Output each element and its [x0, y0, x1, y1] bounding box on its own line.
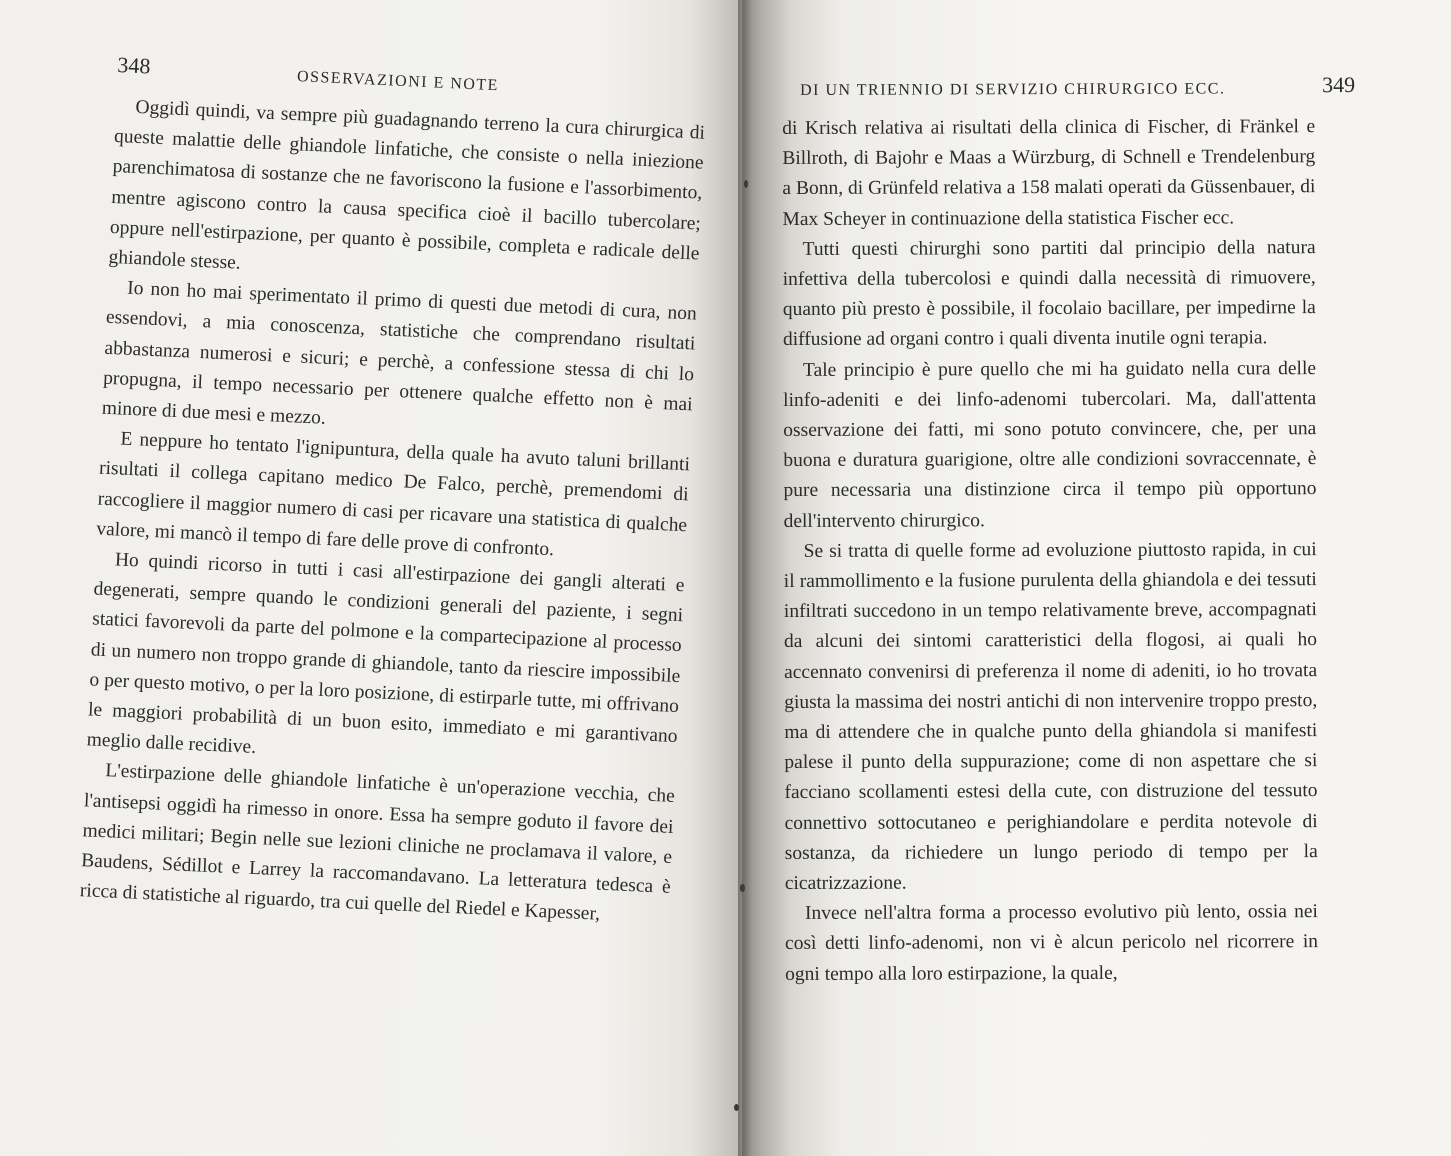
ink-speck	[744, 180, 748, 188]
paragraph: Tale principio è pure quello che mi ha guidato nella cura delle linfo-adeniti e dei linfo-adenomi tubercolari. Ma, dall'attenta osservazione dei fatti, mi sono potuto convincere, che, per una buona e duratura guarigione, oltre alle condizioni sovraccennate, è pure necessaria una distinzione circa il tempo più opportuno dell'intervento chirurgico.	[783, 357, 1317, 532]
paragraph: Ho quindi ricorso in tutti i casi all'estirpazione dei gangli alterati e degenerati, sempre quando le condizioni generali del paziente, i segni statici favorevoli da parte del polmone e la compartecipazione al processo di un numero non troppo grande di ghiandole, tanto da riescire impossibile o per questo motivo, o per la loro posizione, di estirparle tutte, mi offrivano le maggiori probabilità di un buon esito, immediato e mi garantivano meglio dalle recidive.	[86, 549, 685, 759]
ink-speck	[740, 884, 745, 892]
paragraph: Io non ho mai sperimentato il primo di questi due metodi di cura, non essendovi, a mia conoscenza, statistiche che comprendano risultati abbastanza numerosi e sicuri; e perchè, a confessione stessa di chi lo propugna, il tempo necessario per ottenere qualche effetto non è mai minore di due mesi e mezzo.	[101, 277, 698, 429]
paragraph: Invece nell'altra forma a processo evolutivo più lento, ossia nei così detti linfo-adenomi, non vi è alcun pericolo nel ricorrere in ogni tempo alla loro estirpazione, la quale,	[785, 901, 1319, 985]
running-head: OSSERVAZIONI E NOTE	[296, 68, 500, 95]
paragraph: Oggidì quindi, va sempre più guadagnando terreno la cura chirurgica di queste malattie delle ghiandole linfatiche, che consiste o nella iniezione parenchimatosa di sostanze che ne favoriscono la fusione e l'assorbimento, mentre agiscono contro la causa specifica cioè il bacillo tubercolare; oppure nell'estirpazione, per quanto è possibile, completa e radicale delle ghiandole stesse.	[108, 96, 706, 274]
paragraph: L'estirpazione delle ghiandole linfatiche è un'operazione vecchia, che l'antisepsi oggidì ha rimesso in onore. Essa ha sempre goduto il favore dei medici militari; Begin nelle sue lezioni cliniche ne proclamava il valore, e Baudens, Sédillot e Larrey la raccomandavano. La letteratura tedesca è ricca di statistiche al riguardo, tra cui quelle del Riedel e Kapesser,	[79, 760, 676, 926]
paragraph: E neppure ho tentato l'ignipuntura, della quale ha avuto taluni brillanti risultati il collega capitano medico De Falco, perchè, premendomi di raccogliere il maggior numero di casi per ricavare una statistica di qualche valore, mi mancò il tempo di fare delle prove di confronto.	[95, 428, 691, 561]
ink-speck	[734, 1104, 739, 1111]
paragraph: Tutti questi chirurghi sono partiti dal principio della natura infettiva della tubercolosi e quindi dalla necessità di rimuovere, quanto più presto è possibile, il focolaio bacillare, per impedirne la diffusione ad organi contro i quali diventa inutile ogni terapia.	[782, 236, 1316, 351]
page-number: 349	[1321, 71, 1356, 98]
running-head: DI UN TRIENNIO DI SERVIZIO CHIRURGICO ECC.	[800, 80, 1226, 99]
right-page-header	[782, 72, 1355, 114]
gutter-shadow	[738, 0, 752, 1156]
left-page-body	[79, 52, 706, 933]
paragraph: di Krisch relativa ai risultati della clinica di Fischer, di Fränkel e Billroth, di Bajohr e Maas a Würzburg, di Schnell e Trendelenburg a Bonn, di Grünfeld relativa a 158 malati operati da Güssenbauer, di Max Scheyer in continuazione della statistica Fischer ecc.	[782, 116, 1316, 230]
paragraph: Se si tratta di quelle forme ad evoluzione piuttosto rapida, in cui il rammollimento e la fusione purulenta della ghiandola e dei tessuti infiltrati succedono in un tempo relativamente breve, accompagnati da alcuni dei sintomi caratteristici della flogosi, ai quali ho accennato convenirsi di preferenza il nome di adeniti, io ho trovata giusta la massima dei nostri antichi di non intervenire troppo presto, ma di attendere che in qualche punto della ghiandola si manifesti palese il punto della suppurazione; come di non aspettare che si facciano scollamenti estesi della cute, con distruzione del tessuto connettivo sottocutaneo e perighiandolare e perdita notevole di sostanza, da richiedere un lungo periodo di tempo per la cicatrizzazione.	[783, 538, 1318, 895]
right-page-body	[782, 72, 1358, 990]
right-page	[742, 0, 1451, 1156]
page-number: 348	[116, 52, 151, 79]
